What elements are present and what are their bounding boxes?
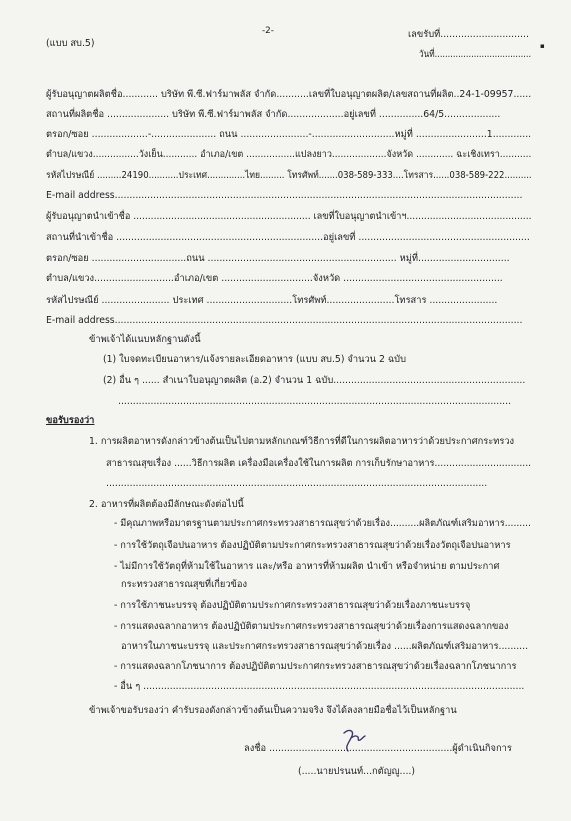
importer-line-3: ตรอก/ซอย ................................ถนน ................................................................ หมู่ที่............................... xyxy=(46,253,510,264)
certify-2-f: - การแสดงฉลากโภชนาการ ต้องปฏิบัติตามประกาศกระทรวงสาธารณสุขว่าด้วยเรื่องฉลากโภชนาการ xyxy=(114,661,517,672)
certify-1-line-3: ................................................................................................................................. xyxy=(106,478,488,489)
certify-2-e-line-1: - การแสดงฉลากอาหาร ต้องปฏิบัติตามประกาศกระทรวงสาธารณสุขว่าด้วยเรื่องการแสดงฉลากของ xyxy=(114,621,509,632)
producer-line-6: E-mail address.......................................................................................................................................... xyxy=(46,190,523,201)
form-code: (แบบ สบ.5) xyxy=(46,38,95,49)
importer-line-2: สถานที่นำเข้าชื่อ ......................................................................อยู่เลขที่ .......................................................... xyxy=(46,232,530,243)
evidence-intro: ข้าพเจ้าได้แนบหลักฐานดังนี้ xyxy=(89,334,201,345)
corner-mark: ▪ xyxy=(540,42,545,50)
certify-2-c-line-1: - ไม่มีการใช้วัตถุที่ห้ามใช้ในอาหาร และ/หรือ อาหารที่ห้ามผลิต นำเข้า หรือจำหน่าย ตามประกาศ xyxy=(114,561,500,572)
evidence-item-2: (2) อื่น ๆ ...... สำเนาใบอนุญาตผลิต (อ.2) จำนวน 1 ฉบับ................................................................. xyxy=(103,375,526,386)
certify-2-c-line-2: กระทรวงสาธารณสุขที่เกี่ยวข้อง xyxy=(121,579,248,590)
date-field: วันที่..................................... xyxy=(419,49,532,60)
received-number-field: เลขรับที่.............................. xyxy=(408,29,529,40)
closing-statement: ข้าพเจ้าขอรับรองว่า คำรับรองดังกล่าวข้างต้นเป็นความจริง จึงได้ลงลายมือชื่อไว้เป็นหลักฐาน xyxy=(89,705,457,716)
producer-line-4: ตำบล/แขวง................วังเย็น............ อำเภอ/เขต .................แปลงยาว...................จังหวัด ............. ฉะเชิงเทรา........... xyxy=(46,149,532,160)
certify-2-b: - การใช้วัตถุเจือปนอาหาร ต้องปฏิบัติตามประกาศกระทรวงสาธารณสุขว่าด้วยเรื่องวัตถุเจือปนอาหาร xyxy=(114,540,511,551)
producer-line-3: ตรอก/ซอย ...................-...................... ถนน .......................-............................หมู่ที่ ........................1............. xyxy=(46,129,532,140)
certify-1-line-1: 1. การผลิตอาหารดังกล่าวข้างต้นเป็นไปตามหลักเกณฑ์วิธีการที่ดีในการผลิตอาหารว่าด้วยประกาศกระทรวง xyxy=(89,436,515,447)
evidence-item-3: ..................................................................................................................................... xyxy=(118,396,512,407)
certify-2-a: - มีคุณภาพหรือมาตรฐานตามประกาศกระทรวงสาธารณสุขว่าด้วยเรื่อง..........ผลิตภัณฑ์เสริมอาหาร......... xyxy=(114,518,531,529)
importer-line-5: รหัสไปรษณีย์ ....................... ประเทศ .............................โทรศัพท์.......................โทรสาร ....................... xyxy=(46,295,498,306)
signature-line: ลงชื่อ ..............................................................ผู้ดำเนินกิจการ xyxy=(244,743,512,754)
certify-2-e-line-2: อาหารในภาชนะบรรจุ และประกาศกระทรวงสาธารณสุขว่าด้วยเรื่อง ......ผลิตภัณฑ์เสริมอาหาร.......... xyxy=(121,641,529,652)
certify-2-d: - การใช้ภาชนะบรรจุ ต้องปฏิบัติตามประกาศกระทรวงสาธารณสุขว่าด้วยเรื่องภาชนะบรรจุ xyxy=(114,600,471,611)
importer-line-6: E-mail address.......................................................................................................................................... xyxy=(46,315,523,326)
importer-line-4: ตำบล/แขวง...........................อำเภอ/เขต ...............................จังหวัด ...................................................... xyxy=(46,273,503,284)
certify-2-g: - อื่น ๆ ................................................................................................................................. xyxy=(114,681,525,692)
certify-2-intro: 2. อาหารที่ผลิตต้องมีลักษณะดังต่อไปนี้ xyxy=(89,499,244,510)
importer-line-1: ผู้รับอนุญาตนำเข้าชื่อ ............................................................. เลขที่ใบอนุญาตนำเข้าฯ........................................... xyxy=(46,211,532,222)
producer-line-1: ผู้รับอนุญาตผลิตชื่อ............ บริษัท พี.ซี.ฟาร์มาพลัส จำกัด...........เลขที่ใบอนุญาตผลิต/เลขสถานที่ผลิต..24-1-09957...... xyxy=(46,89,532,100)
certify-heading: ขอรับรองว่า xyxy=(46,415,95,426)
certify-1-line-2: สาธารณสุขเรื่อง ......วิธีการผลิต เครื่องมือเครื่องใช้ในการผลิต การเก็บรักษาอาหาร................................. xyxy=(106,458,532,469)
signer-name: (.....นายปรนนท์...กตัญญู....) xyxy=(298,766,415,777)
producer-line-2: สถานที่ผลิตชื่อ ..................... บริษัท พี.ซี.ฟาร์มาพลัส จำกัด...................อยู่เลขที่ ...............64/5................... xyxy=(46,109,501,120)
evidence-item-1: (1) ใบจดทะเบียนอาหาร/แจ้งรายละเอียดอาหาร (แบบ สบ.5) จำนวน 2 ฉบับ xyxy=(103,354,406,365)
page-number: -2- xyxy=(262,26,274,36)
producer-line-5: รหัสไปรษณีย์ .........24190...........ประเทศ..............ไทย......... โทรศัพท์.......038-589-333....โทรสาร......038-589-222.......... xyxy=(46,170,532,181)
